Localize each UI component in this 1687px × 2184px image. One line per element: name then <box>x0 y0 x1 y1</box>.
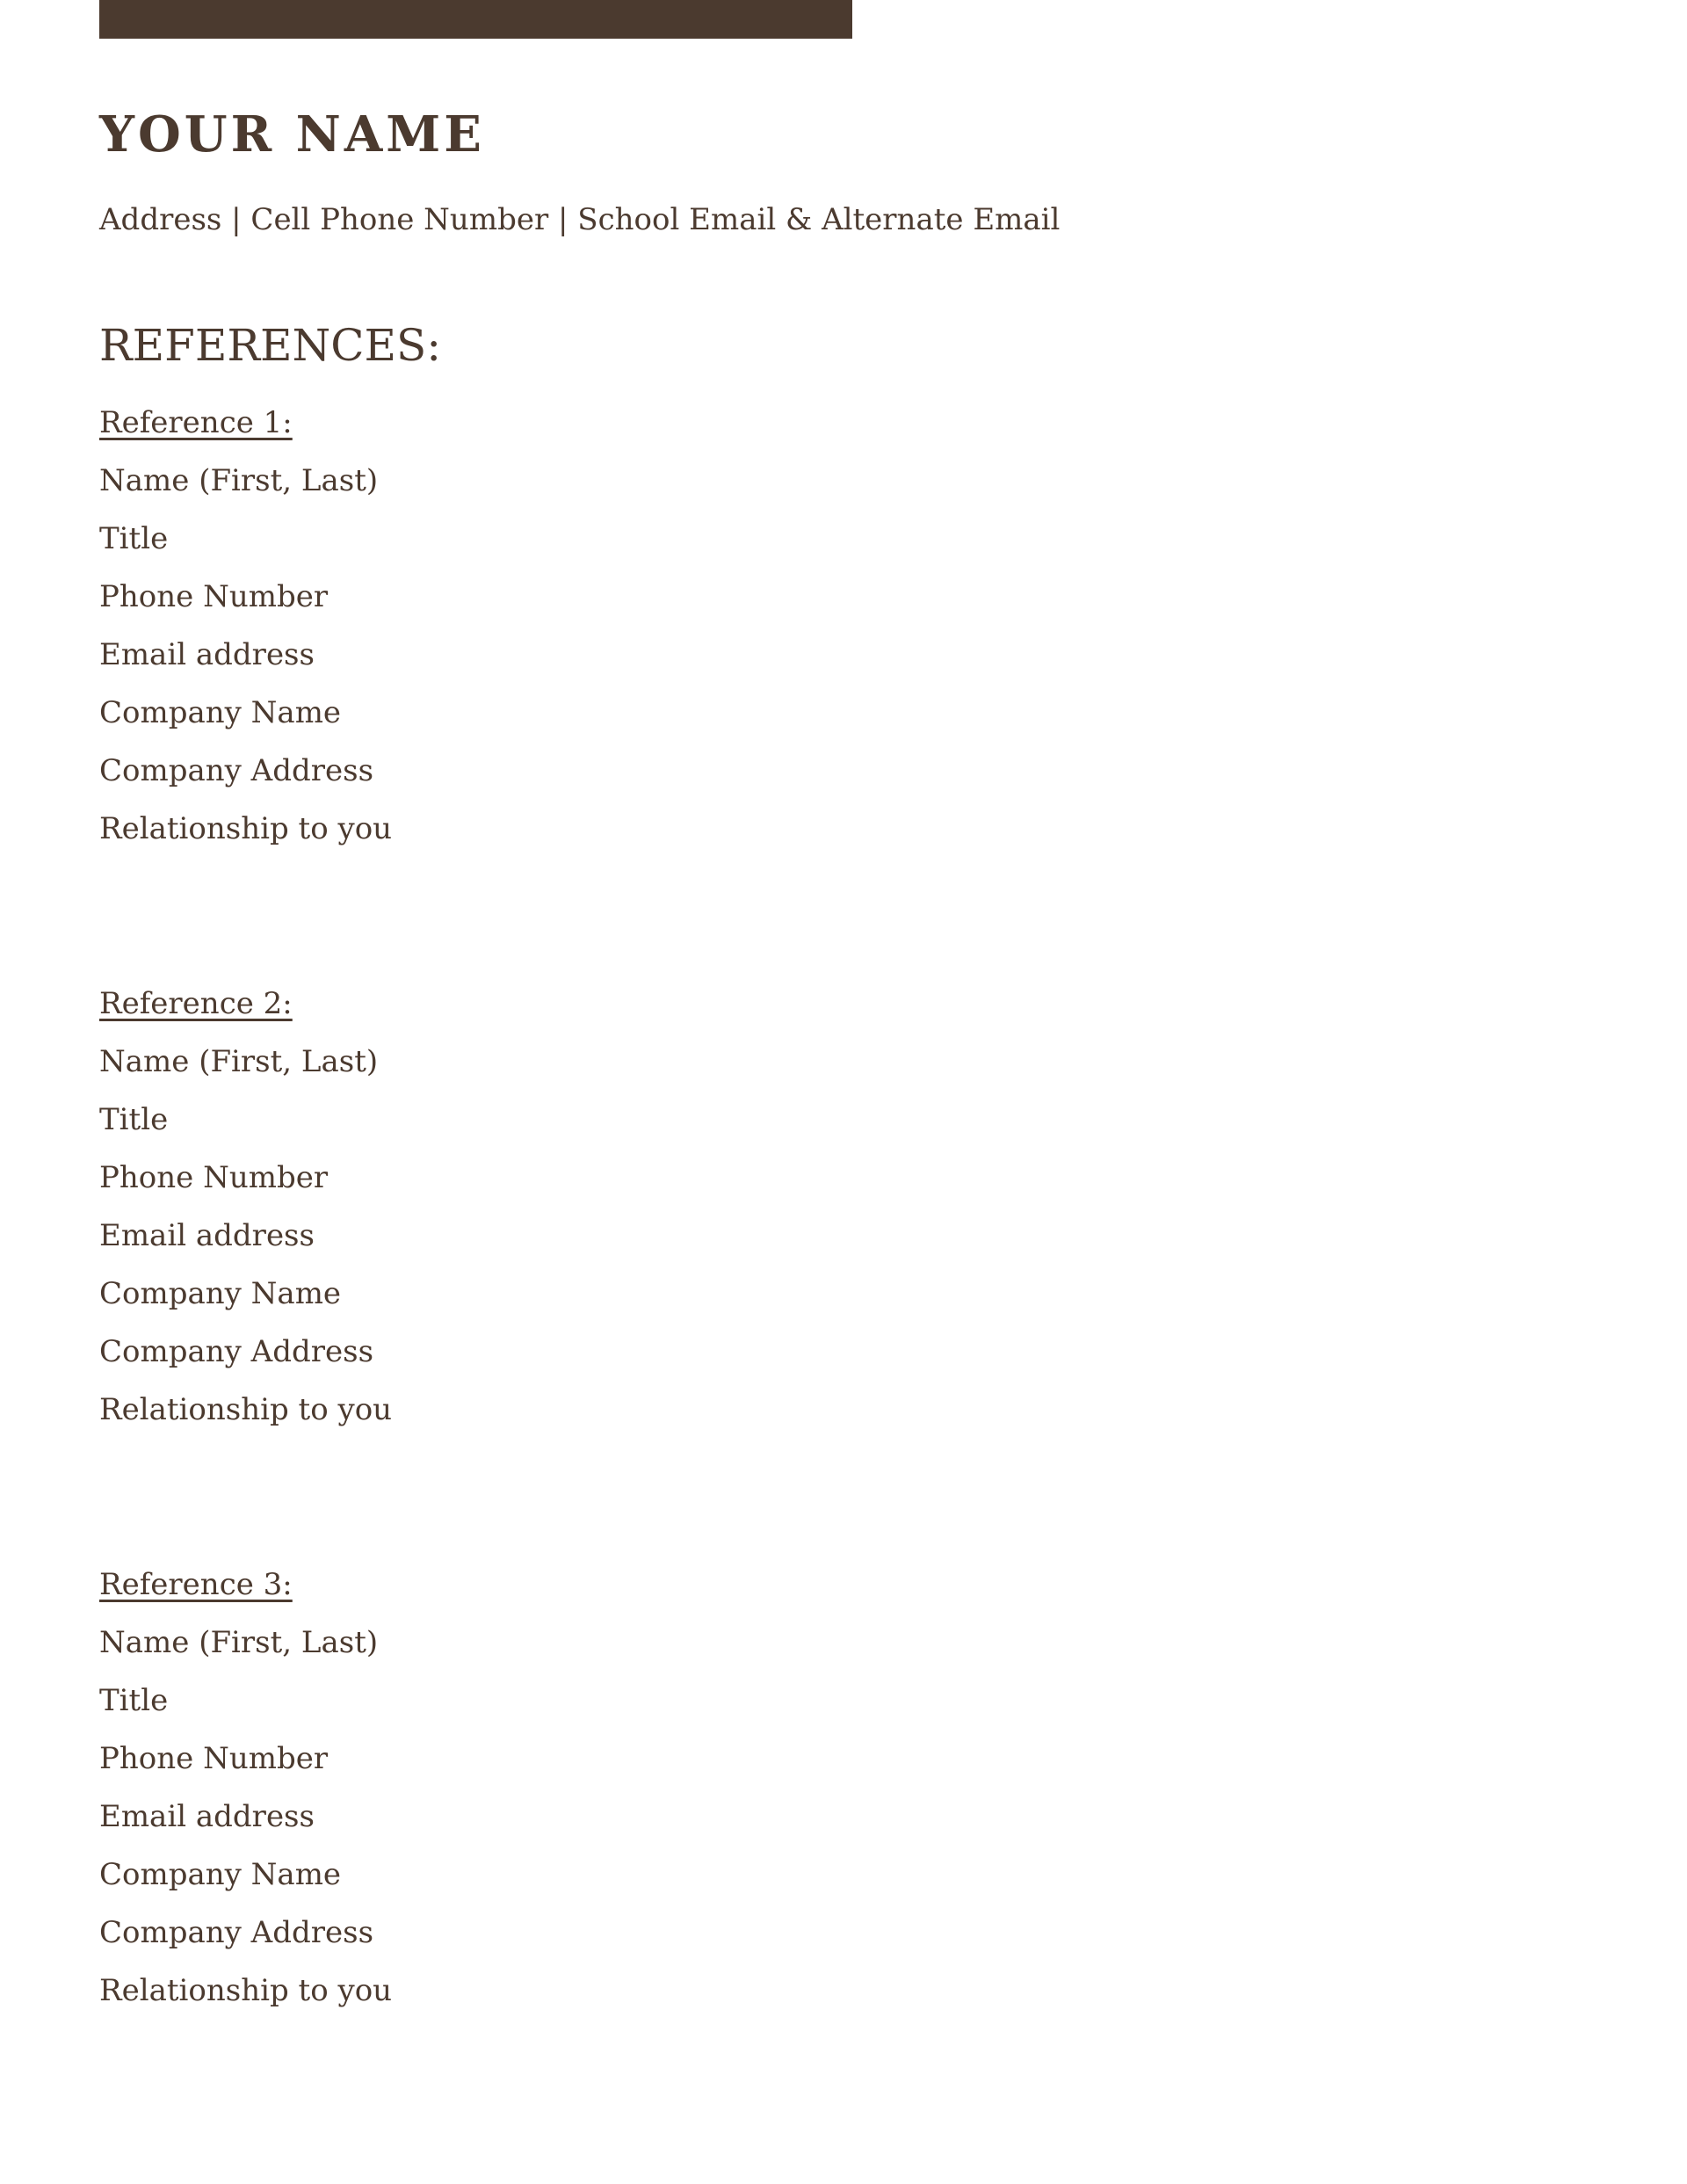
reference-company: Company Name <box>99 695 342 730</box>
reference-phone: Phone Number <box>99 579 329 614</box>
reference-company-address: Company Address <box>99 1334 374 1369</box>
contact-line: Address | Cell Phone Number | School Email & Alternate Email <box>99 202 1061 237</box>
reference-company-address: Company Address <box>99 1915 374 1950</box>
reference-title: Reference 1: <box>99 405 293 440</box>
reference-job-title: Title <box>99 1102 169 1137</box>
reference-company-address: Company Address <box>99 753 374 788</box>
reference-phone: Phone Number <box>99 1160 329 1195</box>
reference-block-2 <box>99 975 890 1439</box>
reference-company: Company Name <box>99 1276 342 1311</box>
reference-name: Name (First, Last) <box>99 1044 379 1079</box>
reference-job-title: Title <box>99 521 169 556</box>
header-accent-bar <box>99 0 852 39</box>
reference-title: Reference 3: <box>99 1567 293 1602</box>
reference-relationship: Relationship to you <box>99 1392 393 1427</box>
reference-relationship: Relationship to you <box>99 1973 393 2008</box>
reference-email: Email address <box>99 637 315 672</box>
reference-name: Name (First, Last) <box>99 463 379 498</box>
reference-phone: Phone Number <box>99 1741 329 1776</box>
reference-company: Company Name <box>99 1857 342 1892</box>
reference-name: Name (First, Last) <box>99 1625 379 1660</box>
reference-block-3 <box>99 1556 890 2020</box>
reference-relationship: Relationship to you <box>99 811 393 846</box>
resume-name: YOUR NAME <box>99 105 485 163</box>
reference-email: Email address <box>99 1218 315 1253</box>
reference-block-1 <box>99 394 890 858</box>
reference-email: Email address <box>99 1799 315 1834</box>
reference-job-title: Title <box>99 1683 169 1718</box>
reference-title: Reference 2: <box>99 986 293 1021</box>
references-heading: REFERENCES: <box>99 320 442 371</box>
